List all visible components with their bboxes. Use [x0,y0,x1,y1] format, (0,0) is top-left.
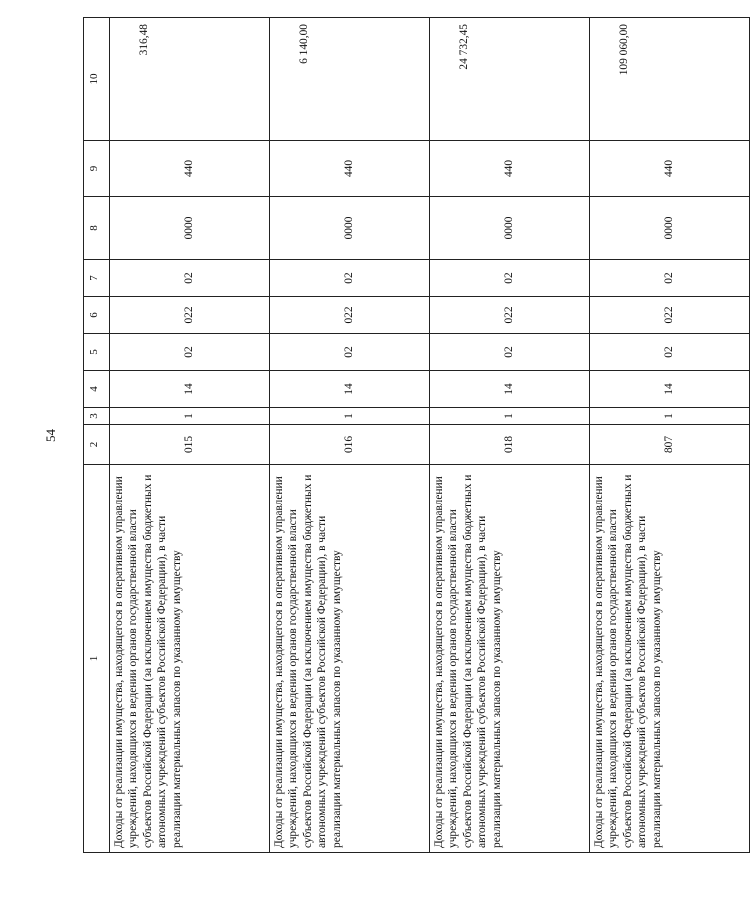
subgroup-code: 14 [590,371,750,408]
subgroup-code: 14 [110,371,270,408]
column-header: 1 [84,465,110,853]
group-code: 1 [270,408,430,425]
group-code: 1 [430,408,590,425]
program-code: 0000 [590,197,750,260]
amount: 316,48 [110,18,270,141]
element-code: 02 [590,260,750,297]
table-row [270,18,430,853]
table-row [430,18,590,853]
income-description: Доходы от реализации имущества, находящегося в оперативном управлении учреждений, находящихся в ведении органов государственной власти субъектов Российской Федерации (за исключением имущества бюджетных и автономных учреждений субъектов Российской Федерации), в части реализации материальных запасов по указанному имуществу [270,465,430,853]
income-description: Доходы от реализации имущества, находящегося в оперативном управлении учреждений, находящихся в ведении органов государственной власти субъектов Российской Федерации (за исключением имущества бюджетных и автономных учреждений субъектов Российской Федерации), в части реализации материальных запасов по указанному имуществу [590,465,750,853]
article-code: 02 [110,334,270,371]
element-code: 02 [270,260,430,297]
classification-code: 440 [110,141,270,197]
classification-code: 440 [430,141,590,197]
income-description: Доходы от реализации имущества, находящегося в оперативном управлении учреждений, находящихся в ведении органов государственной власти субъектов Российской Федерации (за исключением имущества бюджетных и автономных учреждений субъектов Российской Федерации), в части реализации материальных запасов по указанному имуществу [430,465,590,853]
admin-code: 807 [590,425,750,465]
program-code: 0000 [110,197,270,260]
subarticle-code: 022 [430,297,590,334]
header-row [84,18,110,853]
column-header: 7 [84,260,110,297]
element-code: 02 [430,260,590,297]
document-page [43,18,676,853]
subgroup-code: 14 [430,371,590,408]
admin-code: 018 [430,425,590,465]
program-code: 0000 [270,197,430,260]
subarticle-code: 022 [590,297,750,334]
article-code: 02 [270,334,430,371]
amount: 6 140,00 [270,18,430,141]
page-number: 54 [43,429,58,442]
group-code: 1 [590,408,750,425]
column-header: 2 [84,425,110,465]
subarticle-code: 022 [110,297,270,334]
program-code: 0000 [430,197,590,260]
table-row [590,18,750,853]
column-header: 10 [84,18,110,141]
column-header: 4 [84,371,110,408]
subgroup-code: 14 [270,371,430,408]
revenue-table [83,17,750,853]
column-header: 6 [84,297,110,334]
admin-code: 015 [110,425,270,465]
column-header: 8 [84,197,110,260]
group-code: 1 [110,408,270,425]
table-row [110,18,270,853]
column-header: 3 [84,408,110,425]
income-description: Доходы от реализации имущества, находящегося в оперативном управлении учреждений, находящихся в ведении органов государственной власти субъектов Российской Федерации (за исключением имущества бюджетных и автономных учреждений субъектов Российской Федерации), в части реализации материальных запасов по указанному имуществу [110,465,270,853]
admin-code: 016 [270,425,430,465]
column-header: 5 [84,334,110,371]
article-code: 02 [590,334,750,371]
classification-code: 440 [590,141,750,197]
article-code: 02 [430,334,590,371]
element-code: 02 [110,260,270,297]
amount: 109 060,00 [590,18,750,141]
column-header: 9 [84,141,110,197]
classification-code: 440 [270,141,430,197]
amount: 24 732,45 [430,18,590,141]
subarticle-code: 022 [270,297,430,334]
